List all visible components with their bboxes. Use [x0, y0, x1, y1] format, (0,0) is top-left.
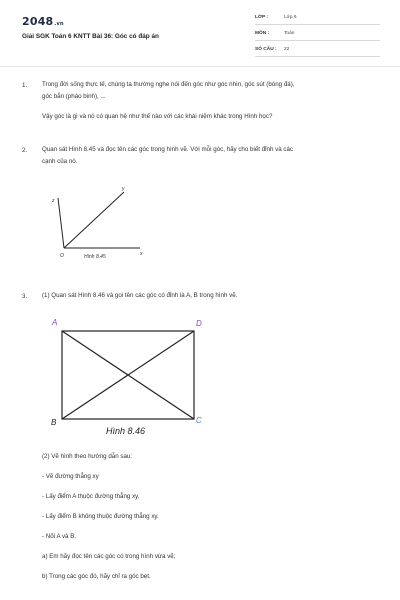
label-a: A	[52, 318, 58, 327]
meta-subject-row	[255, 29, 380, 41]
meta-grade-key: LỚP :	[255, 15, 269, 20]
q1-number: 1.	[22, 82, 28, 89]
label-x: x	[140, 251, 143, 257]
q1-line1: Trong đời sống thực tế, chúng ta thường nghe nói đến góc như góc nhìn, góc sút (bóng đá),	[42, 81, 295, 88]
q3-step-4: - Nối A và B.	[42, 533, 77, 540]
q3-step-1: - Vẽ đường thẳng xy	[42, 473, 99, 480]
label-y: y	[122, 186, 125, 192]
meta-grade-value: Lớp 6	[284, 15, 297, 20]
meta-count-row	[255, 45, 380, 57]
site-logo[interactable]	[22, 15, 64, 28]
document-title: Giải SGK Toán 6 KNTT Bài 36: Góc có đáp án	[22, 33, 159, 40]
ray-oy	[64, 192, 124, 248]
figure-8-45	[40, 176, 170, 266]
meta-subject-key: MÔN :	[255, 31, 270, 36]
label-z: z	[52, 198, 55, 204]
label-c: C	[196, 416, 202, 425]
meta-subject-value: Toán	[284, 31, 295, 36]
logo-main: 2048	[22, 15, 54, 28]
q3-step-3: - Lấy điểm B không thuộc đường thẳng xy.	[42, 513, 159, 520]
q2-line2: cạnh của nó.	[42, 158, 78, 165]
header-divider	[0, 66, 400, 67]
figure-8-45-caption: Hình 8.45	[84, 254, 106, 260]
meta-count-key: SỐ CÂU :	[255, 47, 277, 52]
q3-part2-intro: (2) Vẽ hình theo hướng dẫn sau:	[42, 453, 133, 460]
q3-line1: (1) Quan sát Hình 8.46 và gọi tên các góc có đỉnh là A, B trong hình vẽ.	[42, 292, 238, 299]
q3-part-b: b) Trong các góc đó, hãy chỉ ra góc bẹt.	[42, 573, 151, 580]
q2-number: 2.	[22, 147, 28, 154]
logo-suffix: .vn	[54, 21, 64, 27]
label-d: D	[196, 319, 202, 328]
meta-count-value: 22	[284, 47, 290, 52]
figure-8-46-caption: Hình 8.46	[106, 426, 146, 436]
ray-oz	[58, 198, 64, 248]
document-header	[0, 0, 400, 66]
q2-line1: Quan sát Hình 8.45 và đọc tên các góc trong hình vẽ. Với mỗi góc, hãy cho biết đỉnh và các	[42, 146, 294, 153]
q3-step-2: - Lấy điểm A thuộc đường thẳng xy.	[42, 493, 140, 500]
q3-number: 3.	[22, 293, 28, 300]
q3-part-a: a) Em hãy đọc tên các góc có trong hình vừa vẽ;	[42, 553, 176, 560]
q1-line2: góc bắn (pháo binh), ...	[42, 93, 106, 100]
q1-line3: Vậy góc là gì và nó có quan hệ như thế nào với các khái niệm khác trong Hình học?	[42, 113, 273, 120]
label-o: O	[60, 253, 64, 259]
label-b: B	[51, 418, 57, 427]
meta-grade-row	[255, 13, 380, 25]
figure-8-46	[46, 313, 216, 441]
